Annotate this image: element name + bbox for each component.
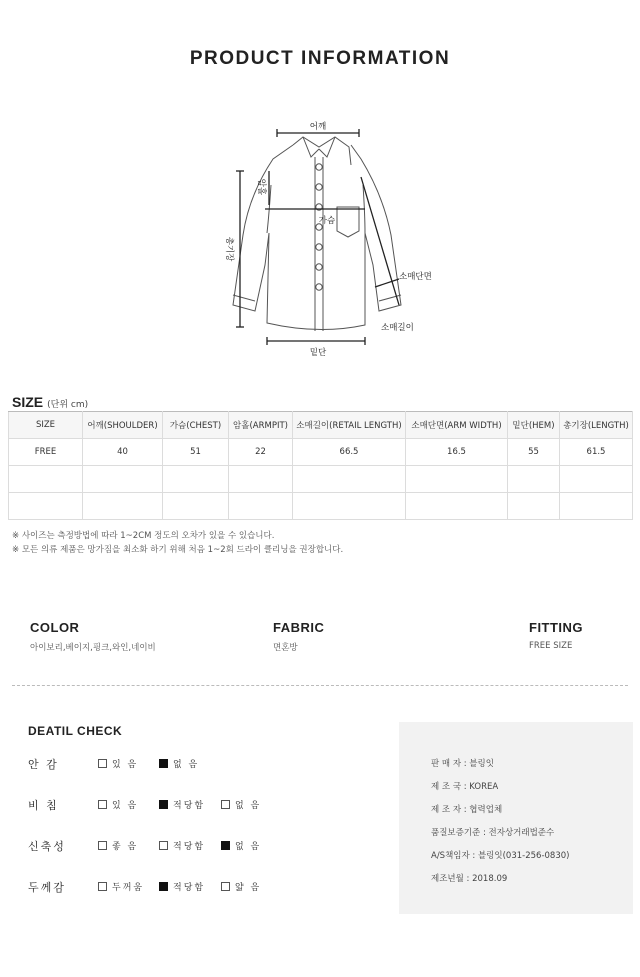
table-cell — [83, 466, 163, 493]
checkbox-empty-icon — [221, 882, 230, 891]
seller-line: A/S책임자 : 블링잇(031-256-0830) — [431, 851, 570, 861]
detail-option-text: 없 음 — [235, 842, 262, 852]
label-shoulder: 어깨 — [309, 122, 327, 132]
checkbox-filled-icon — [159, 882, 168, 891]
page-title: PRODUCT INFORMATION — [189, 48, 451, 69]
table-cell — [9, 466, 83, 493]
detail-option-text: 좋 음 — [112, 842, 139, 852]
table-cell: 55 — [508, 439, 560, 466]
detail-option-text: 적당함 — [173, 842, 206, 852]
col-chest: 가슴(CHEST) — [163, 412, 229, 439]
detail-option-text: 있 음 — [112, 801, 139, 811]
seller-line: 제 조 국 : KOREA — [431, 782, 499, 792]
size-note: ※ 사이즈는 측정방법에 따라 1~2CM 정도의 오차가 있을 수 있습니다. — [12, 531, 275, 541]
col-arm-width: 소매단면(ARM WIDTH) — [406, 412, 508, 439]
seller-line: 제조년월 : 2018.09 — [431, 874, 508, 884]
fitting-section — [529, 620, 583, 651]
size-table-header — [9, 412, 633, 439]
table-row — [9, 493, 633, 520]
table-cell: 61.5 — [560, 439, 633, 466]
table-cell — [560, 493, 633, 520]
col-sleeve-length: 소매길이(RETAIL LENGTH) — [293, 412, 406, 439]
label-sleeve-length: 소매길이 — [381, 323, 414, 333]
detail-label: 안 감 — [28, 758, 59, 771]
checkbox-filled-icon — [159, 800, 168, 809]
table-cell — [560, 466, 633, 493]
fitting-label: FITTING — [529, 620, 584, 635]
table-row — [9, 466, 633, 493]
table-cell — [406, 466, 508, 493]
detail-option-text: 얇 음 — [235, 883, 262, 893]
table-cell — [508, 493, 560, 520]
col-shoulder: 어깨(SHOULDER) — [83, 412, 163, 439]
detail-option — [98, 757, 138, 770]
label-length: 총기장 — [224, 236, 234, 262]
detail-option — [98, 880, 144, 893]
table-cell — [83, 493, 163, 520]
detail-label: 비 침 — [28, 799, 59, 812]
table-cell: FREE — [9, 439, 83, 466]
col-armpit: 암홀(ARMPIT) — [229, 412, 293, 439]
seller-info-panel — [399, 722, 633, 914]
col-size: SIZE — [9, 412, 83, 439]
table-cell — [163, 493, 229, 520]
col-length: 총기장(LENGTH) — [560, 412, 633, 439]
checkbox-empty-icon — [98, 882, 107, 891]
section-divider — [12, 685, 628, 686]
checkbox-empty-icon — [98, 800, 107, 809]
table-cell: 66.5 — [293, 439, 406, 466]
shirt-measurement-diagram — [215, 115, 455, 360]
checkbox-empty-icon — [159, 841, 168, 850]
size-table — [8, 411, 633, 520]
detail-option — [221, 880, 261, 893]
detail-option — [221, 798, 261, 811]
seller-line: 제 조 자 : 협력업체 — [431, 805, 503, 815]
table-cell: 16.5 — [406, 439, 508, 466]
checkbox-filled-icon — [221, 841, 230, 850]
table-cell — [508, 466, 560, 493]
care-note: ※ 모든 의류 제품은 망가짐을 최소화 하기 위해 처음 1~2회 드라이 클리닝을 권장합니다. — [12, 545, 344, 555]
label-hem: 밑단 — [309, 348, 327, 358]
table-row — [9, 439, 633, 466]
detail-option-text: 있 음 — [112, 760, 139, 770]
fabric-section — [273, 620, 324, 653]
label-arm-width: 소매단면 — [399, 272, 432, 282]
size-heading — [12, 394, 88, 410]
detail-label: 신축성 — [28, 840, 66, 853]
color-value: 아이보리,베이지,핑크,와인,네이비 — [30, 643, 156, 653]
checkbox-filled-icon — [159, 759, 168, 768]
detail-option-text: 없 음 — [235, 801, 262, 811]
table-cell: 40 — [83, 439, 163, 466]
table-cell: 51 — [163, 439, 229, 466]
checkbox-empty-icon — [98, 759, 107, 768]
detail-option — [159, 839, 205, 852]
label-armpit: 암홀 — [256, 178, 266, 196]
col-hem: 밑단(HEM) — [508, 412, 560, 439]
table-cell — [229, 493, 293, 520]
table-cell: 22 — [229, 439, 293, 466]
detail-option — [159, 798, 205, 811]
detail-option-text: 없 음 — [173, 760, 200, 770]
size-unit: (단위 cm) — [47, 400, 89, 410]
detail-option — [221, 839, 261, 852]
detail-option-text: 두꺼움 — [112, 883, 145, 893]
table-cell — [406, 493, 508, 520]
checkbox-empty-icon — [221, 800, 230, 809]
fitting-value: FREE SIZE — [529, 641, 573, 651]
seller-line: 판 매 자 : 블링잇 — [431, 759, 494, 769]
color-label: COLOR — [30, 620, 80, 635]
fabric-label: FABRIC — [273, 620, 325, 635]
table-cell — [163, 466, 229, 493]
detail-option — [98, 839, 138, 852]
detail-option-text: 적당함 — [173, 883, 206, 893]
table-cell — [229, 466, 293, 493]
size-heading-text: SIZE — [12, 394, 44, 410]
detail-check-title: DEATIL CHECK — [28, 724, 123, 738]
color-section — [30, 620, 156, 653]
detail-option — [159, 880, 205, 893]
detail-option — [98, 798, 138, 811]
detail-option — [159, 757, 199, 770]
table-cell — [293, 466, 406, 493]
seller-line: 품질보증기준 : 전자상거래법준수 — [431, 828, 555, 838]
table-cell — [9, 493, 83, 520]
table-cell — [293, 493, 406, 520]
checkbox-empty-icon — [98, 841, 107, 850]
detail-label: 두께감 — [28, 881, 66, 894]
fabric-value: 면혼방 — [273, 643, 298, 653]
detail-option-text: 적당함 — [173, 801, 206, 811]
label-chest: 가슴 — [318, 216, 336, 226]
